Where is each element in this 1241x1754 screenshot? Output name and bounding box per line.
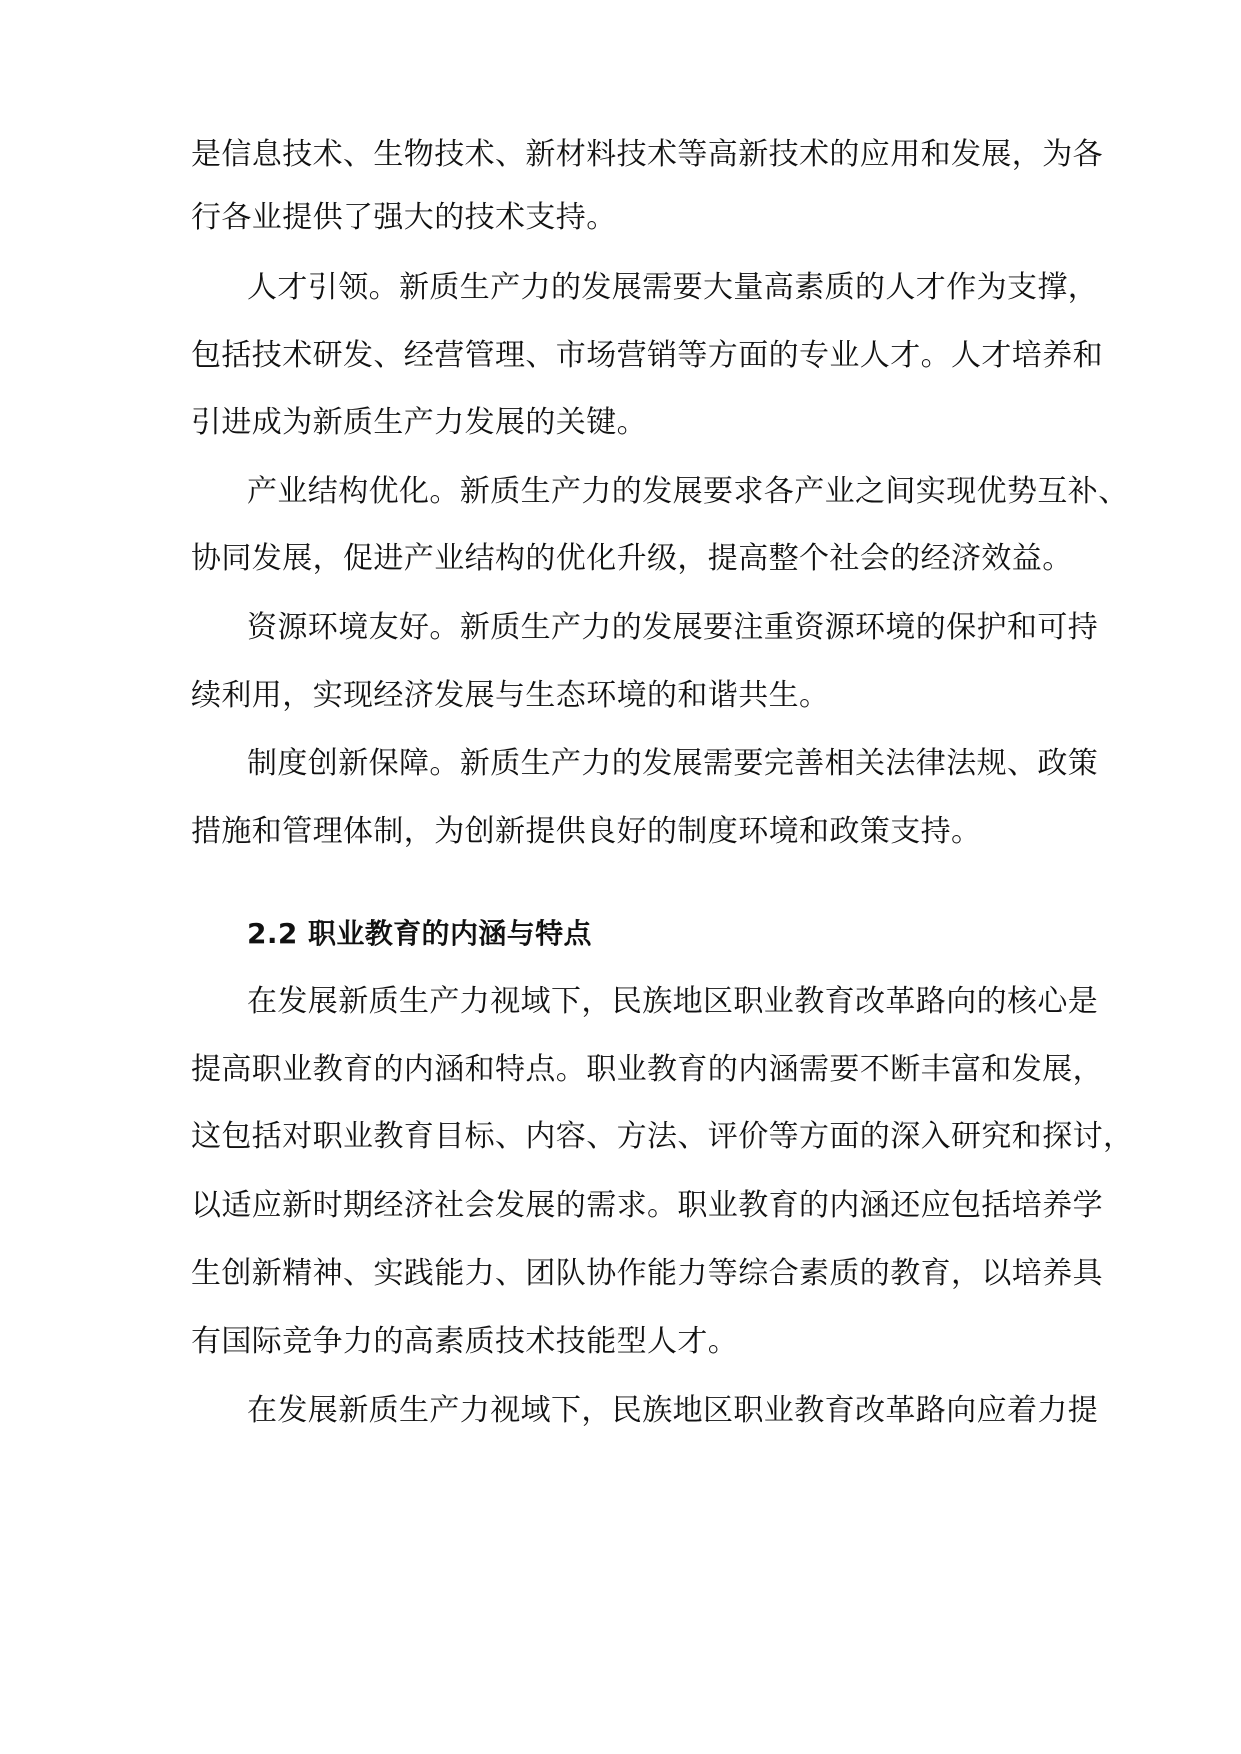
paragraph-line: 引进成为新质生产力发展的关键。 [191, 405, 647, 440]
paragraph-line: 产业结构优化。新质生产力的发展要求各产业之间实现优势互补、 [247, 474, 1129, 509]
paragraph-line: 人才引领。新质生产力的发展需要大量高素质的人才作为支撑， [247, 270, 1099, 305]
paragraph-line: 资源环境友好。新质生产力的发展要注重资源环境的保护和可持 [247, 610, 1099, 645]
paragraph-line: 包括技术研发、经营管理、市场营销等方面的专业人才。人才培养和 [191, 338, 1103, 373]
paragraph-line: 生创新精神、实践能力、团队协作能力等综合素质的教育，以培养具 [191, 1256, 1103, 1291]
paragraph-line: 续利用，实现经济发展与生态环境的和谐共生。 [191, 678, 830, 713]
paragraph-line: 行各业提供了强大的技术支持。 [191, 200, 617, 235]
paragraph-line: 是信息技术、生物技术、新材料技术等高新技术的应用和发展，为各 [191, 137, 1103, 172]
paragraph-line: 提高职业教育的内涵和特点。职业教育的内涵需要不断丰富和发展， [191, 1052, 1103, 1087]
paragraph-line: 以适应新时期经济社会发展的需求。职业教育的内涵还应包括培养学 [191, 1188, 1103, 1223]
paragraph-line: 协同发展，促进产业结构的优化升级，提高整个社会的经济效益。 [191, 541, 1073, 576]
paragraph-line: 措施和管理体制，为创新提供良好的制度环境和政策支持。 [191, 814, 982, 849]
paragraph-line: 在发展新质生产力视域下，民族地区职业教育改革路向应着力提 [247, 1393, 1099, 1428]
paragraph-line: 制度创新保障。新质生产力的发展需要完善相关法律法规、政策 [247, 746, 1099, 781]
section-heading: 2.2 职业教育的内涵与特点 [247, 917, 592, 950]
paragraph-line: 这包括对职业教育目标、内容、方法、评价等方面的深入研究和探讨， [191, 1119, 1134, 1154]
paragraph-line: 在发展新质生产力视域下，民族地区职业教育改革路向的核心是 [247, 984, 1099, 1019]
paragraph-line: 有国际竞争力的高素质技术技能型人才。 [191, 1324, 739, 1359]
